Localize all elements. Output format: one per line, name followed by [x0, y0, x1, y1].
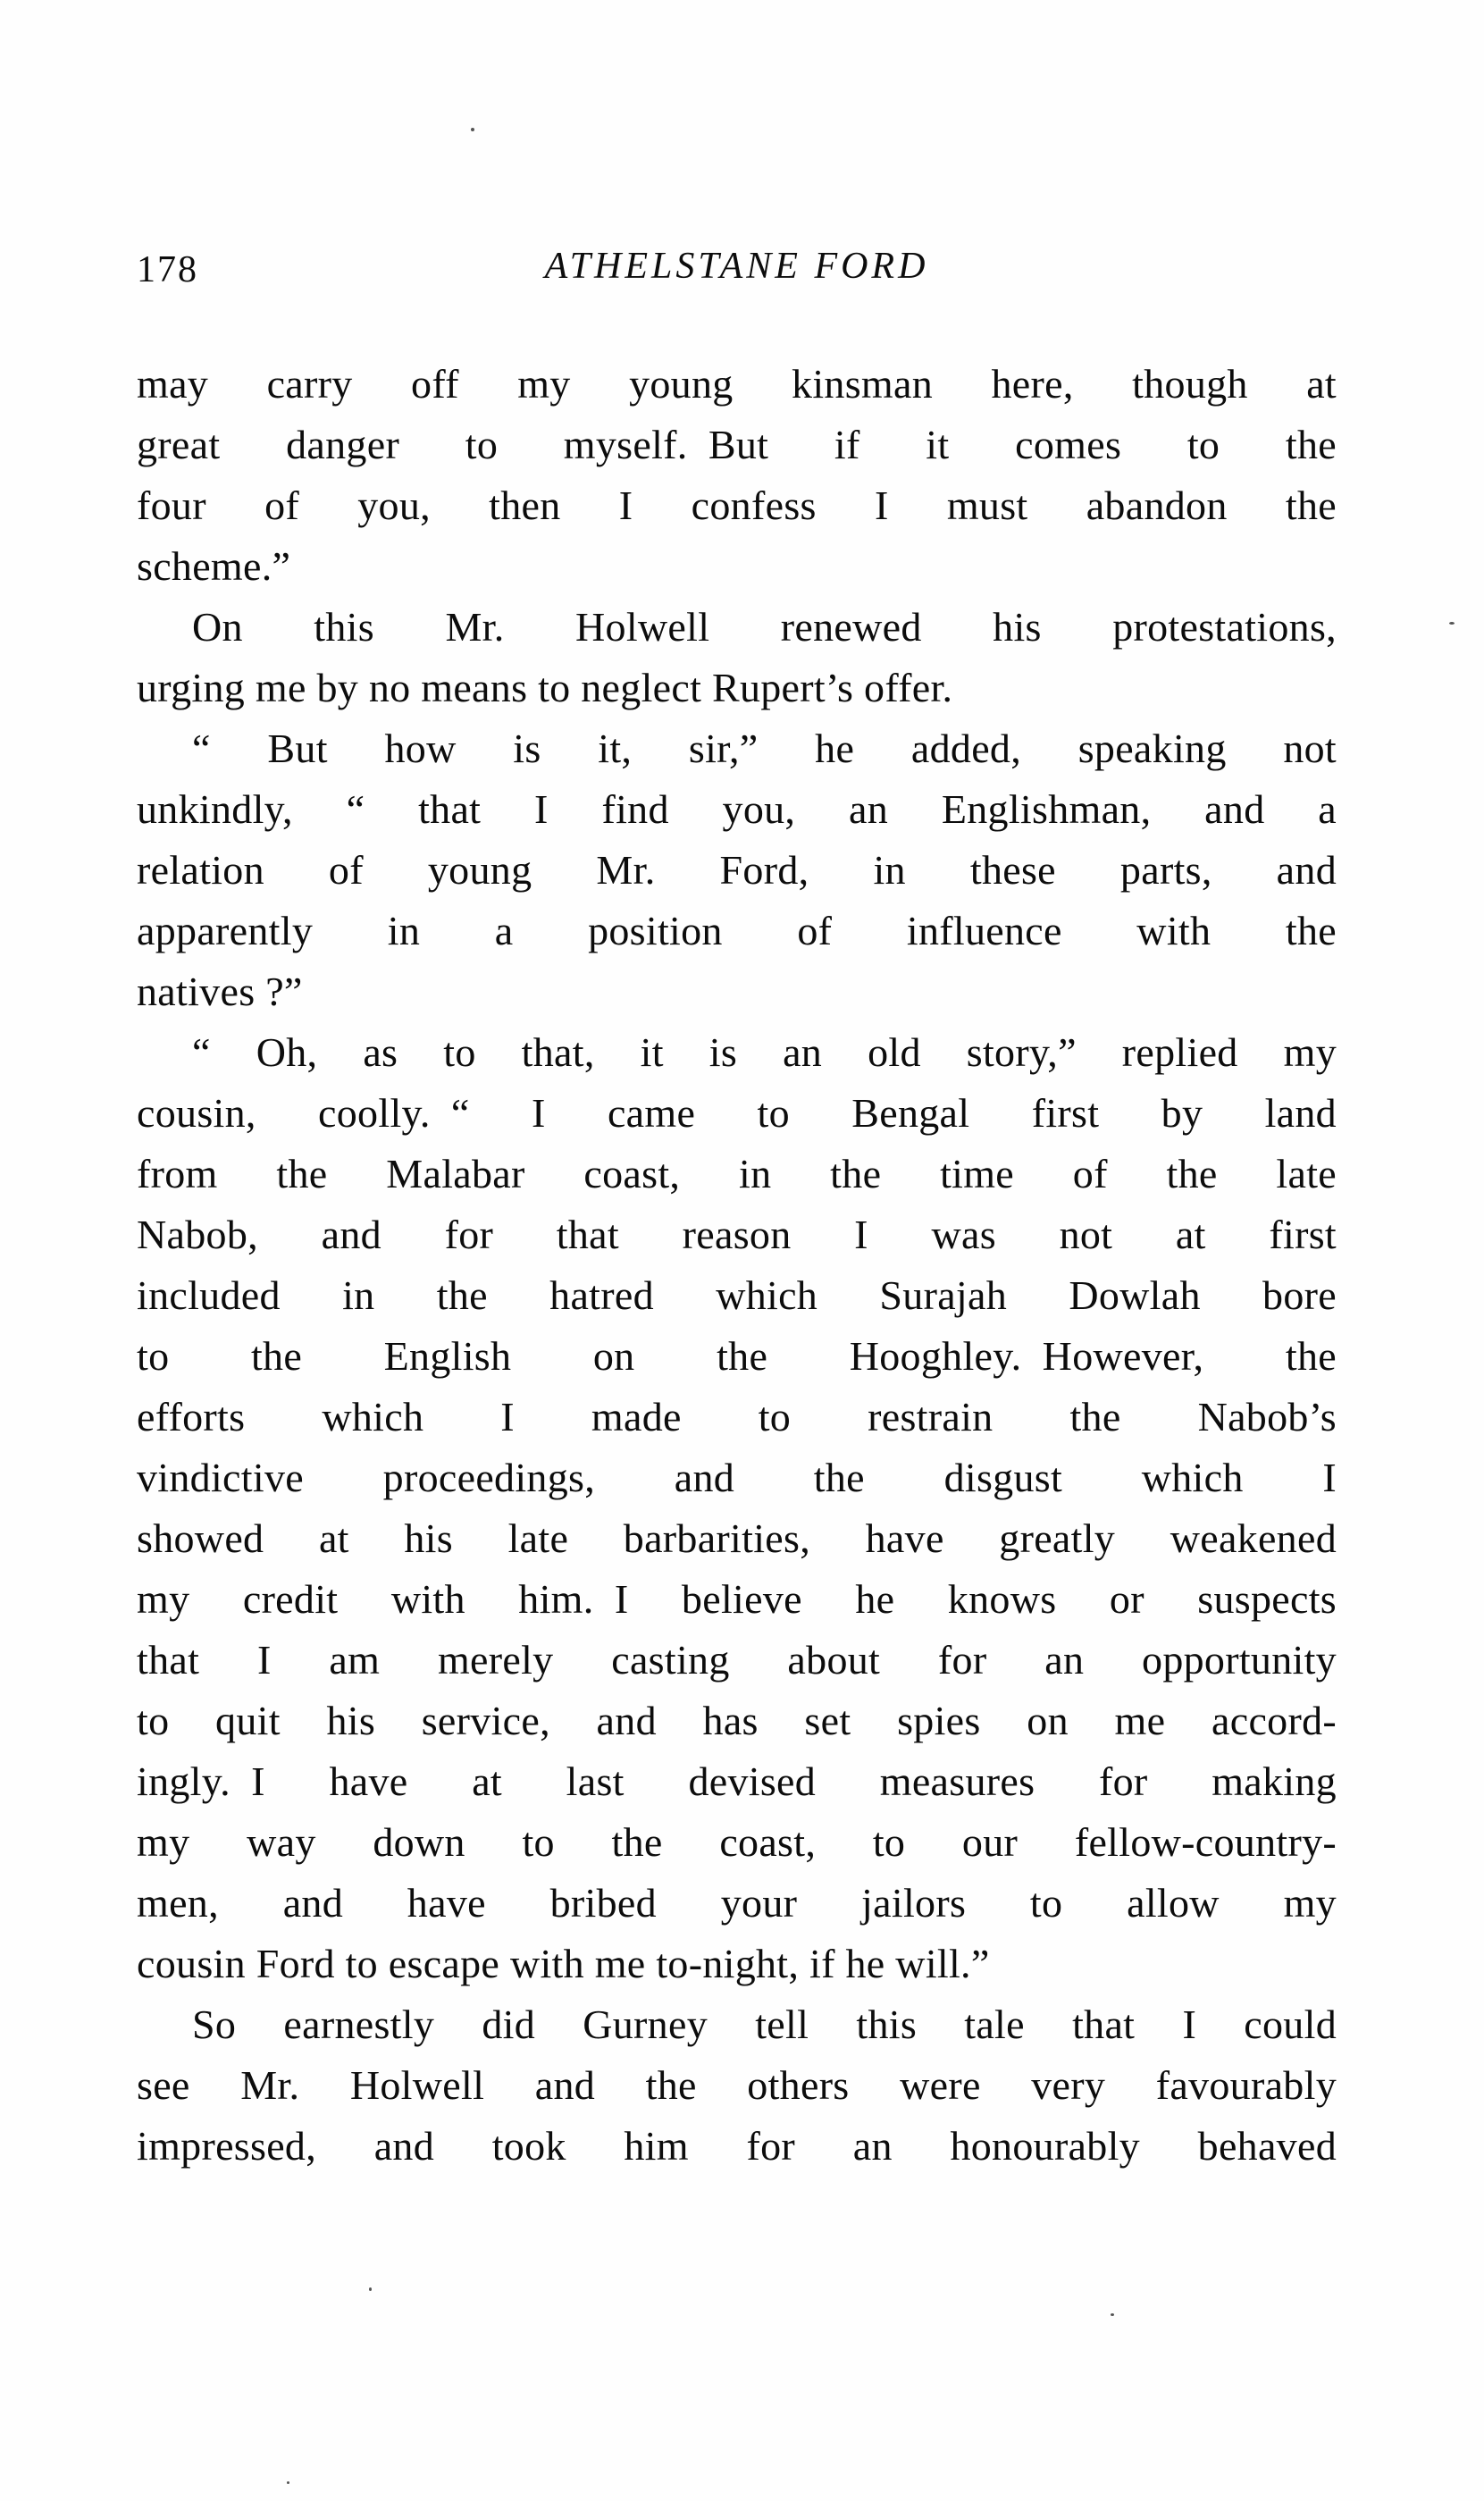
scan-speck [369, 2287, 372, 2291]
running-header [137, 241, 1337, 298]
text-line: “ But how is it, sir,” he added, speaking not [192, 726, 1337, 771]
scan-speck [471, 128, 474, 131]
text-line: to quit his service, and has set spies on me accord- [137, 1698, 1337, 1743]
scan-speck [1111, 2313, 1114, 2316]
text-line: to the English on the Hooghley. However, the [137, 1333, 1337, 1379]
text-line: So earnestly did Gurney tell this tale that I could [192, 2002, 1337, 2047]
text-line: cousin, coolly. “ I came to Bengal first by land [137, 1090, 1337, 1136]
text-line: from the Malabar coast, in the time of the late [137, 1151, 1337, 1196]
text-line: included in the hatred which Surajah Dowlah bore [137, 1272, 1337, 1318]
text-line: my way down to the coast, to our fellow-country- [137, 1819, 1337, 1865]
text-line: see Mr. Holwell and the others were very favourably [137, 2062, 1337, 2108]
text-line: vindictive proceedings, and the disgust which I [137, 1455, 1337, 1500]
text-line: scheme.” [137, 543, 291, 589]
text-line: apparently in a position of influence with the [137, 908, 1337, 953]
text-line: unkindly, “ that I find you, an Englishman, and a [137, 786, 1337, 832]
text-line: four of you, then I confess I must abandon the [137, 483, 1337, 528]
scan-speck [1449, 622, 1455, 625]
text-line: urging me by no means to neglect Rupert’s offer. [137, 665, 953, 710]
text-line: “ Oh, as to that, it is an old story,” replied my [192, 1029, 1337, 1075]
text-line: that I am merely casting about for an opportunity [137, 1637, 1337, 1683]
text-line: natives ?” [137, 969, 303, 1014]
text-line: Nabob, and for that reason I was not at first [137, 1212, 1337, 1257]
text-line: my credit with him. I believe he knows or suspects [137, 1576, 1337, 1622]
scan-speck [287, 2481, 289, 2484]
text-line: efforts which I made to restrain the Nabob’s [137, 1394, 1337, 1439]
running-title: ATHELSTANE FORD [544, 246, 929, 287]
text-line: may carry off my young kinsman here, though at [137, 361, 1337, 407]
text-line: relation of young Mr. Ford, in these parts, and [137, 847, 1337, 893]
body-text [137, 354, 1337, 2177]
text-line: impressed, and took him for an honourably behaved [137, 2123, 1337, 2169]
text-line: On this Mr. Holwell renewed his protestations, [192, 604, 1337, 650]
text-line: cousin Ford to escape with me to-night, if he will.” [137, 1941, 990, 1986]
text-line: great danger to myself. But if it comes to the [137, 422, 1337, 467]
page-number: 178 [137, 249, 198, 290]
text-line: showed at his late barbarities, have greatly weakened [137, 1515, 1337, 1561]
text-line: men, and have bribed your jailors to allow my [137, 1880, 1337, 1926]
text-line: ingly. I have at last devised measures for making [137, 1758, 1337, 1804]
